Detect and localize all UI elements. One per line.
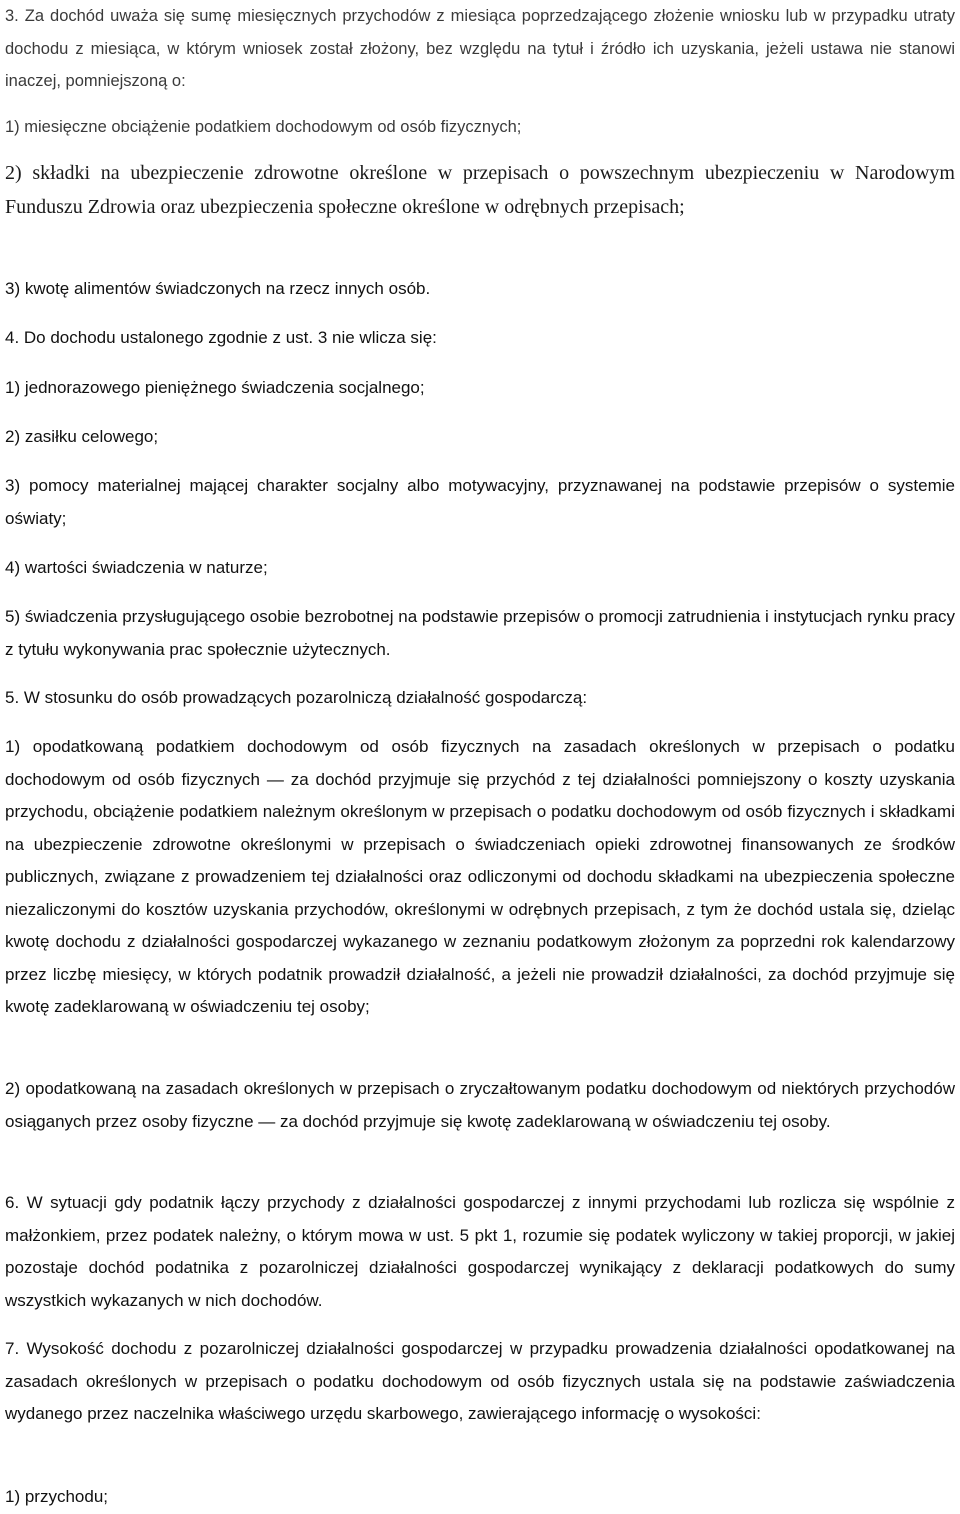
- paragraph-4-item-3: 3) pomocy materialnej mającej charakter socjalny albo motywacyjny, przyznawanej na podstawie przepisów o systemie oświaty;: [5, 476, 955, 528]
- paragraph-7-item-1: 1) przychodu;: [5, 1487, 108, 1506]
- paragraph-5: 5. W stosunku do osób prowadzących pozarolniczą działalność gospodarczą:: [5, 688, 588, 707]
- paragraph-5-item-1: 1) opodatkowaną podatkiem dochodowym od osób fizycznych na zasadach określonych w przepisach o podatku dochodowym od osób fizycznych — za dochód przyjmuje się przychód z tej działalności pomniejszony o koszty uzyskania przychodu, obciążenie podatkiem należnym określonym w przepisach o podatku dochodowym od osób fizycznych i składkami na ubezpieczenie zdrowotne określonymi w przepisach o świadczeniach opieki zdrowotnej finansowanych ze środków publicznych, związane z prowadzeniem tej działalności oraz odliczonymi od dochodu składkami na ubezpieczenia społeczne niezaliczonymi do kosztów uzyskania przychodów, określonymi w odrębnych przepisach, z tym że dochód ustala się, dzieląc kwotę dochodu z działalności gospodarczej wykazanego w zeznaniu podatkowym złożonym za poprzedni rok kalendarzowy przez liczbę miesięcy, w których podatnik prowadził działalność, a jeżeli nie prowadził działalności, za dochód przyjmuje się kwotę zadeklarowaną w oświadczeniu tej osoby;: [5, 737, 955, 1016]
- paragraph-3: 3. Za dochód uważa się sumę miesięcznych przychodów z miesiąca poprzedzającego złożenie wniosku lub w przypadku utraty dochodu z miesiąca, w którym wniosek został złożony, bez względu na tytuł i źródło ich uzyskania, jeżeli ustawa nie stanowi inaczej, pomniejszoną o:: [5, 7, 955, 90]
- paragraph-4-item-4: 4) wartości świadczenia w naturze;: [5, 558, 268, 577]
- paragraph-7: 7. Wysokość dochodu z pozarolniczej działalności gospodarczej w przypadku prowadzenia działalności opodatkowanej na zasadach określonych w przepisach o podatku dochodowym od osób fizycznych ustala się na podstawie zaświadczenia wydanego przez naczelnika właściwego urzędu skarbowego, zawierającego informację o wysokości:: [5, 1339, 955, 1423]
- paragraph-5-item-2: 2) opodatkowaną na zasadach określonych w przepisach o zryczałtowanym podatku dochodowym od niektórych przychodów osiąganych przez osoby fizyczne — za dochód przyjmuje się kwotę zadeklarowaną w oświadczeniu tej osoby.: [5, 1079, 955, 1131]
- paragraph-4-item-5: 5) świadczenia przysługującego osobie bezrobotnej na podstawie przepisów o promocji zatrudnienia i instytucjach rynku pracy z tytułu wykonywania prac społecznie użytecznych.: [5, 607, 955, 659]
- paragraph-3-item-2: 2) składki na ubezpieczenie zdrowotne określone w przepisach o powszechnym ubezpieczeniu w Narodowym Funduszu Zdrowia oraz ubezpieczenia społeczne określone w odrębnych przepisach;: [5, 162, 955, 218]
- paragraph-3-item-1: 1) miesięczne obciążenie podatkiem dochodowym od osób fizycznych;: [5, 118, 522, 136]
- paragraph-6: 6. W sytuacji gdy podatnik łączy przychody z działalności gospodarczej z innymi przychodami lub rozlicza się wspólnie z małżonkiem, przez podatek należny, o którym mowa w ust. 5 pkt 1, rozumie się podatek wyliczony w takiej proporcji, w jakiej pozostaje dochód podatnika z pozarolniczej działalności gospodarczej wynikający z deklaracji podatkowych do sumy wszystkich wykazanych w nich dochodów.: [5, 1193, 955, 1310]
- paragraph-4-item-1: 1) jednorazowego pieniężnego świadczenia socjalnego;: [5, 378, 425, 397]
- paragraph-4-item-2: 2) zasiłku celowego;: [5, 427, 159, 446]
- paragraph-4: 4. Do dochodu ustalonego zgodnie z ust. 3 nie wlicza się:: [5, 328, 437, 347]
- paragraph-3-item-3: 3) kwotę alimentów świadczonych na rzecz innych osób.: [5, 279, 431, 298]
